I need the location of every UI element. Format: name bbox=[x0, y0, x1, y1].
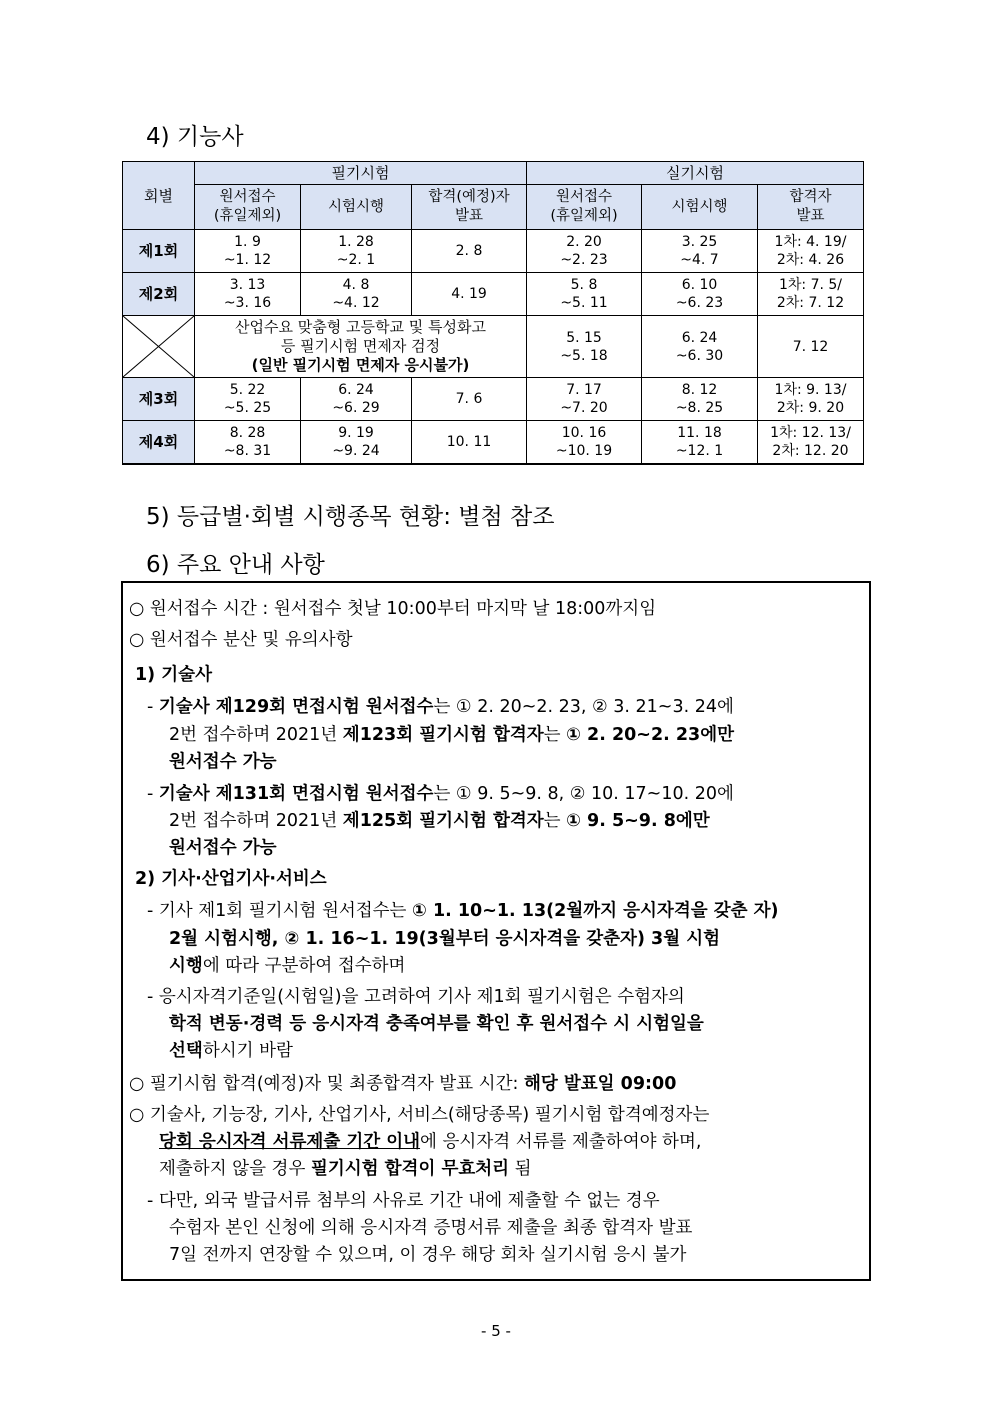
notice-line: 제출하지 않을 경우 필기시험 합격이 무효처리 됨 bbox=[159, 1159, 532, 1179]
table-cell: 5. 15 ~5. 18 bbox=[527, 316, 642, 378]
table-cell: 7. 6 bbox=[412, 378, 527, 421]
table-cell: 10. 11 bbox=[412, 421, 527, 465]
exemption-note-cell: 산업수요 맞춤형 고등학교 및 특성화고 등 필기시험 면제자 검정 (일반 필기시험 면제자 응시불가) bbox=[195, 316, 527, 378]
table-cell: 6. 24 ~6. 30 bbox=[642, 316, 758, 378]
table-cell: 8. 12 ~8. 25 bbox=[642, 378, 758, 421]
table-cell: 1차: 12. 13/ 2차: 12. 20 bbox=[758, 421, 864, 465]
notice-line: 2번 접수하며 2021년 제125회 필기시험 합격자는 ① 9. 5~9. 8에만 bbox=[169, 811, 710, 831]
practical-exam-header: 실기시험 bbox=[527, 162, 864, 185]
table-cell: 5. 8 ~5. 11 bbox=[527, 273, 642, 316]
table-cell: 4. 8 ~4. 12 bbox=[301, 273, 412, 316]
section-6-heading: 6) 주요 안내 사항 bbox=[146, 552, 325, 578]
notice-line: 선택하시기 바람 bbox=[169, 1041, 293, 1061]
table-cell: 3. 25 ~4. 7 bbox=[642, 230, 758, 273]
table-cell: 1. 9 ~1. 12 bbox=[195, 230, 301, 273]
subsection-heading: 2) 기사·산업기사·서비스 bbox=[135, 869, 327, 889]
notice-line: - 다만, 외국 발급서류 첨부의 사유로 기간 내에 제출할 수 없는 경우 bbox=[147, 1191, 660, 1211]
table-row bbox=[123, 230, 864, 273]
notice-line: - 기사 제1회 필기시험 원서접수는 ① 1. 10~1. 13(2월까지 응시자격을 갖춘 자) bbox=[147, 901, 779, 921]
section-4-heading: 4) 기능사 bbox=[146, 124, 244, 150]
notice-line: - 기술사 제131회 면접시험 원서접수는 ① 9. 5~9. 8, ② 10. 17~10. 20에 bbox=[147, 784, 734, 804]
row-label: 제2회 bbox=[123, 273, 195, 316]
notice-line: ○ 필기시험 합격(예정)자 및 최종합격자 발표 시간: 해당 발표일 09:00 bbox=[129, 1074, 677, 1094]
written-pass-header: 합격(예정)자 발표 bbox=[412, 185, 527, 230]
table-cell: 11. 18 ~12. 1 bbox=[642, 421, 758, 465]
written-exam-header: 필기시험 bbox=[195, 162, 527, 185]
notice-line: 원서접수 가능 bbox=[169, 752, 277, 772]
table-cell: 3. 13 ~3. 16 bbox=[195, 273, 301, 316]
table-row bbox=[123, 273, 864, 316]
notice-line: 수험자 본인 신청에 의해 응시자격 증명서류 제출을 최종 합격자 발표 bbox=[169, 1218, 693, 1238]
table-cell: 9. 19 ~9. 24 bbox=[301, 421, 412, 465]
table-cell: 10. 16 ~10. 19 bbox=[527, 421, 642, 465]
notice-line: 2번 접수하며 2021년 제123회 필기시험 합격자는 ① 2. 20~2. 23에만 bbox=[169, 725, 735, 745]
table-cell: 6. 10 ~6. 23 bbox=[642, 273, 758, 316]
notice-line: 시행에 따라 구분하여 접수하며 bbox=[169, 956, 406, 976]
table-cell: 1. 28 ~2. 1 bbox=[301, 230, 412, 273]
row-label: 제4회 bbox=[123, 421, 195, 465]
row-label: 제1회 bbox=[123, 230, 195, 273]
table-cell: 7. 12 bbox=[758, 316, 864, 378]
table-cell: 2. 8 bbox=[412, 230, 527, 273]
row-label: 제3회 bbox=[123, 378, 195, 421]
table-cell: 7. 17 ~7. 20 bbox=[527, 378, 642, 421]
notice-line: - 응시자격기준일(시험일)을 고려하여 기사 제1회 필기시험은 수험자의 bbox=[147, 987, 685, 1007]
table-row bbox=[123, 378, 864, 421]
notice-line: - 기술사 제129회 면접시험 원서접수는 ① 2. 20~2. 23, ② 3. 21~3. 24에 bbox=[147, 697, 734, 717]
practical-pass-header: 합격자 발표 bbox=[758, 185, 864, 230]
written-application-header: 원서접수 (휴일제외) bbox=[195, 185, 301, 230]
practical-exam-date-header: 시험시행 bbox=[642, 185, 758, 230]
table-row-special bbox=[123, 316, 864, 378]
notice-line: 당회 응시자격 서류제출 기간 이내에 응시자격 서류를 제출하여야 하며, bbox=[159, 1132, 702, 1152]
cross-mark-icon bbox=[123, 316, 194, 377]
section-5-heading: 5) 등급별·회별 시행종목 현황: 별첨 참조 bbox=[146, 504, 555, 530]
notice-line: 원서접수 가능 bbox=[169, 838, 277, 858]
notice-line: 학적 변동·경력 등 응시자격 충족여부를 확인 후 원서접수 시 시험일을 bbox=[169, 1014, 704, 1034]
round-header: 회별 bbox=[123, 162, 195, 230]
table-cell: 1차: 7. 5/ 2차: 7. 12 bbox=[758, 273, 864, 316]
table-row bbox=[123, 421, 864, 465]
page-number: - 5 - bbox=[481, 1322, 511, 1340]
table-cell: 2. 20 ~2. 23 bbox=[527, 230, 642, 273]
table-cell: 8. 28 ~8. 31 bbox=[195, 421, 301, 465]
notice-line: 7일 전까지 연장할 수 있으며, 이 경우 해당 회차 실기시험 응시 불가 bbox=[169, 1245, 687, 1265]
table-cell: 4. 19 bbox=[412, 273, 527, 316]
schedule-table bbox=[122, 161, 864, 465]
empty-crossed-cell bbox=[123, 316, 195, 378]
practical-application-header: 원서접수 (휴일제외) bbox=[527, 185, 642, 230]
table-cell: 1차: 9. 13/ 2차: 9. 20 bbox=[758, 378, 864, 421]
notice-line: ○ 원서접수 분산 및 유의사항 bbox=[129, 630, 353, 650]
notice-line: ○ 기술사, 기능장, 기사, 산업기사, 서비스(해당종목) 필기시험 합격예정자는 bbox=[129, 1105, 710, 1125]
table-cell: 1차: 4. 19/ 2차: 4. 26 bbox=[758, 230, 864, 273]
notice-line: ○ 원서접수 시간 : 원서접수 첫날 10:00부터 마지막 날 18:00까지임 bbox=[129, 599, 657, 619]
table-cell: 5. 22 ~5. 25 bbox=[195, 378, 301, 421]
written-exam-date-header: 시험시행 bbox=[301, 185, 412, 230]
notice-line: 2월 시험시행, ② 1. 16~1. 19(3월부터 응시자격을 갖춘자) 3월 시험 bbox=[169, 929, 721, 949]
notice-box bbox=[121, 581, 871, 1281]
table-cell: 6. 24 ~6. 29 bbox=[301, 378, 412, 421]
subsection-heading: 1) 기술사 bbox=[135, 665, 212, 685]
